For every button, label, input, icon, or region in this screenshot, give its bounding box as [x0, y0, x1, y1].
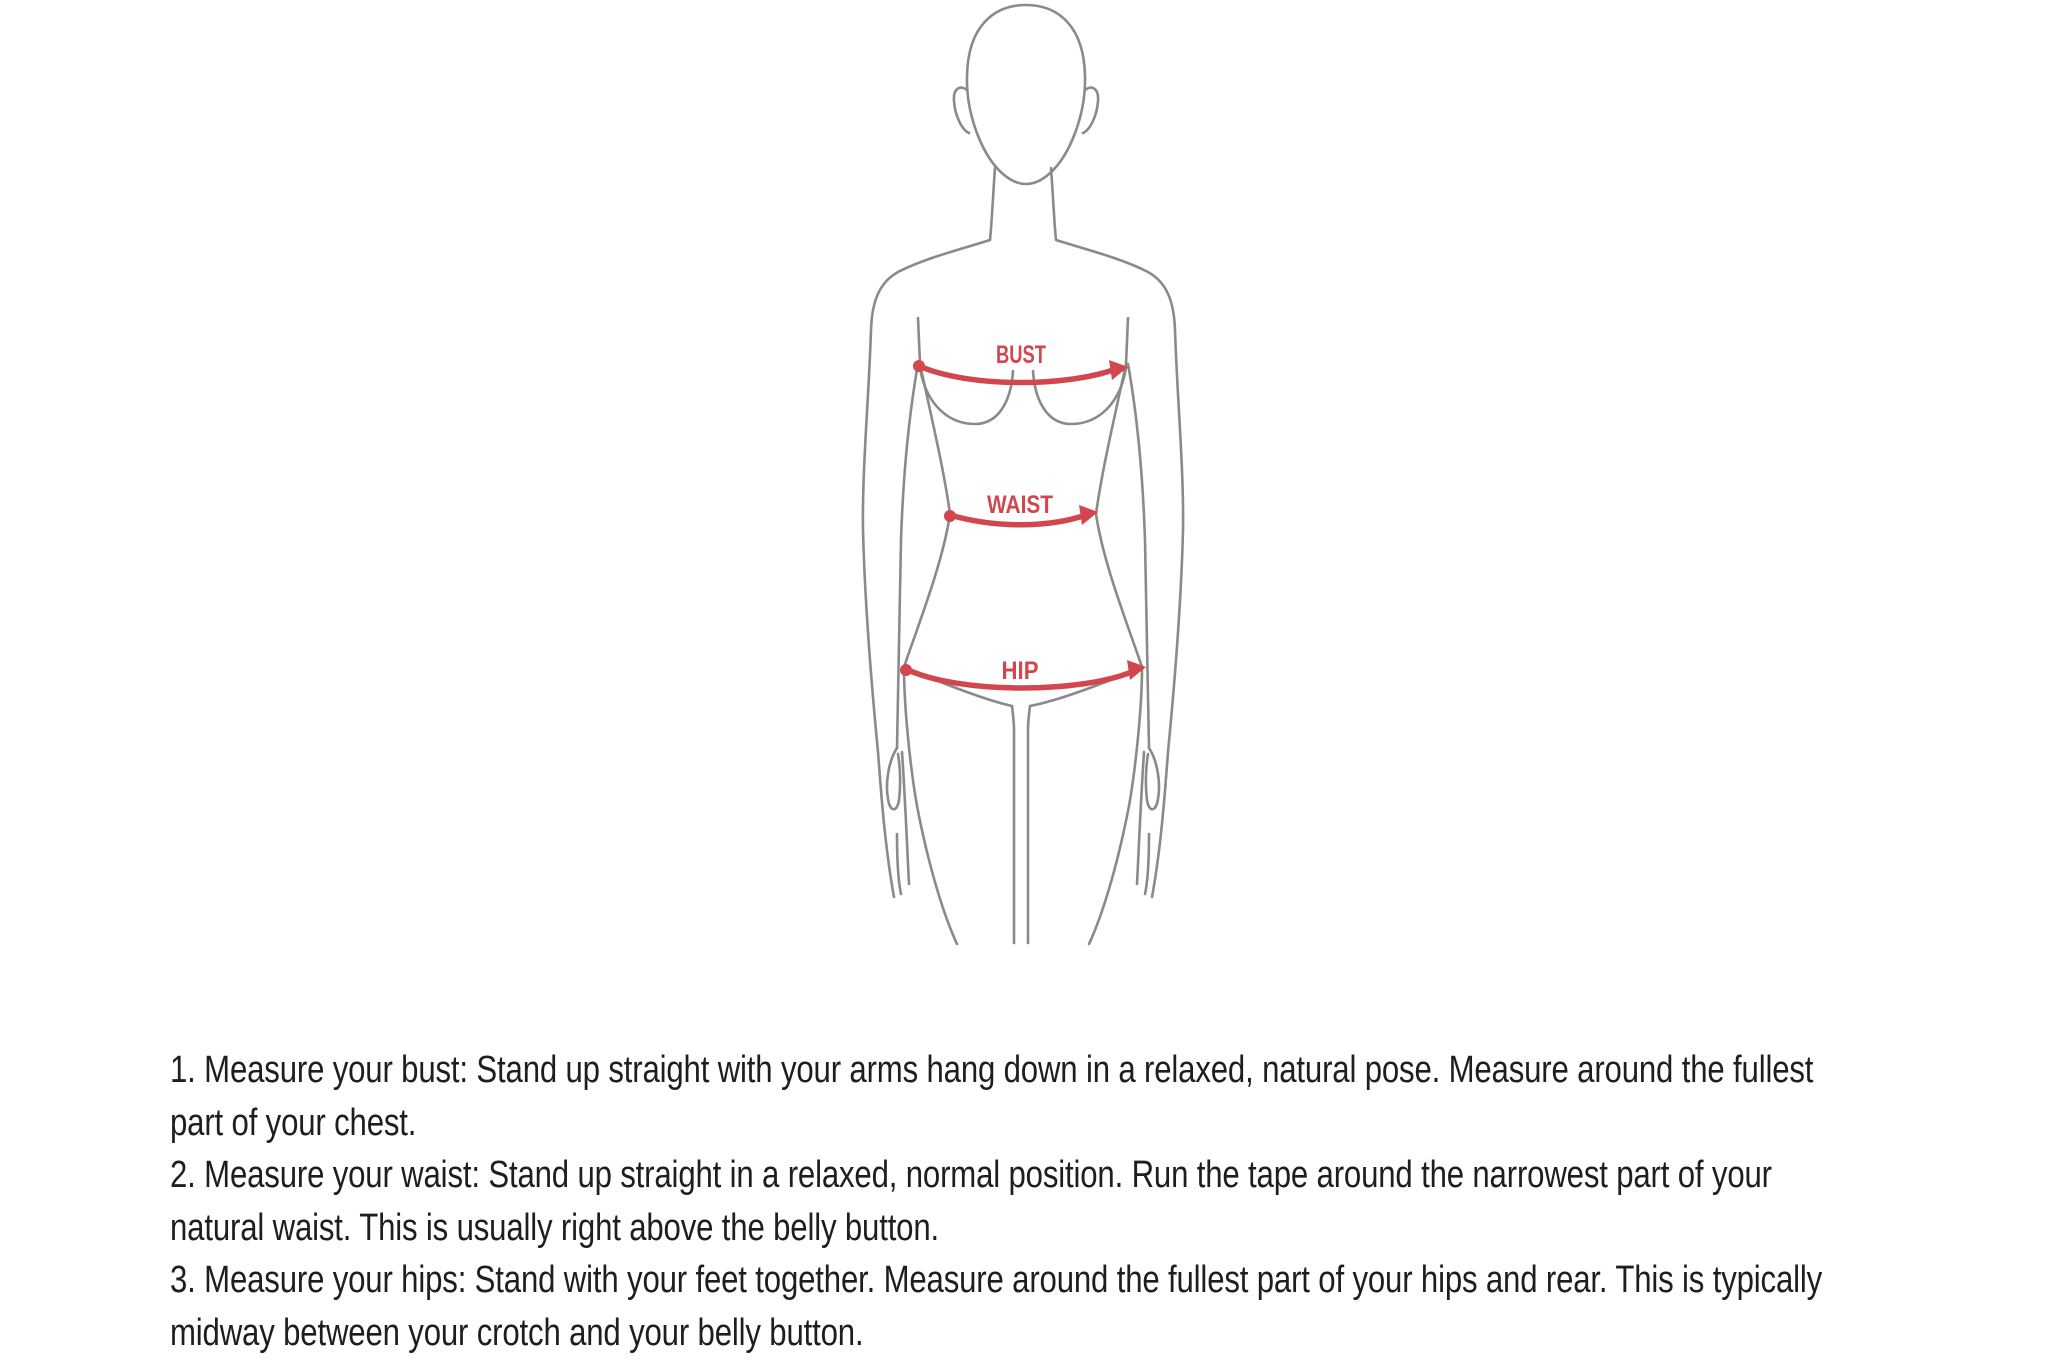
left-outer-leg: [904, 668, 957, 944]
bust-label: BUST: [996, 341, 1046, 369]
left-neck-shoulder-arm: [863, 168, 995, 897]
hip-start-dot: [900, 664, 912, 676]
measurement-instructions: [170, 1044, 2030, 1359]
body-measurement-diagram: [820, 0, 1220, 960]
instruction-step-bust: [170, 1044, 2030, 1149]
left-inner-leg: [1012, 706, 1014, 943]
instruction-line: natural waist. This is usually right above the belly button.: [170, 1206, 940, 1249]
right-inner-leg: [1028, 706, 1030, 943]
measurement-labels: [987, 341, 1053, 685]
head-outline: [967, 5, 1085, 184]
right-outer-leg: [1089, 668, 1142, 944]
figure-illustration: [820, 0, 1220, 960]
instruction-line: 3. Measure your hips: Stand with your feet together. Measure around the fullest part of your hips and rear. This is typically: [170, 1259, 1823, 1301]
instruction-step-waist: [170, 1149, 2030, 1254]
right-armpit-line: [1126, 318, 1128, 364]
right-inner-arm: [1128, 364, 1149, 748]
waist-start-dot: [944, 510, 956, 522]
instruction-line: part of your chest.: [170, 1101, 417, 1144]
instruction-step-hips: [170, 1254, 2030, 1359]
hip-label: HIP: [1001, 657, 1039, 685]
instruction-line: 1. Measure your bust: Stand up straight with your arms hang down in a relaxed, natural pose. Measure around the fullest: [170, 1049, 1814, 1091]
right-neck-shoulder-arm: [1051, 168, 1183, 897]
instruction-line: midway between your crotch and your belly button.: [170, 1311, 864, 1354]
left-armpit-line: [918, 318, 920, 364]
bust-start-dot: [913, 360, 925, 372]
waist-label: WAIST: [987, 491, 1053, 519]
body-outline: [863, 5, 1183, 944]
instruction-line: 2. Measure your waist: Stand up straight in a relaxed, normal position. Run the tape around the narrowest part of your: [170, 1154, 1772, 1196]
left-inner-arm: [897, 364, 918, 748]
